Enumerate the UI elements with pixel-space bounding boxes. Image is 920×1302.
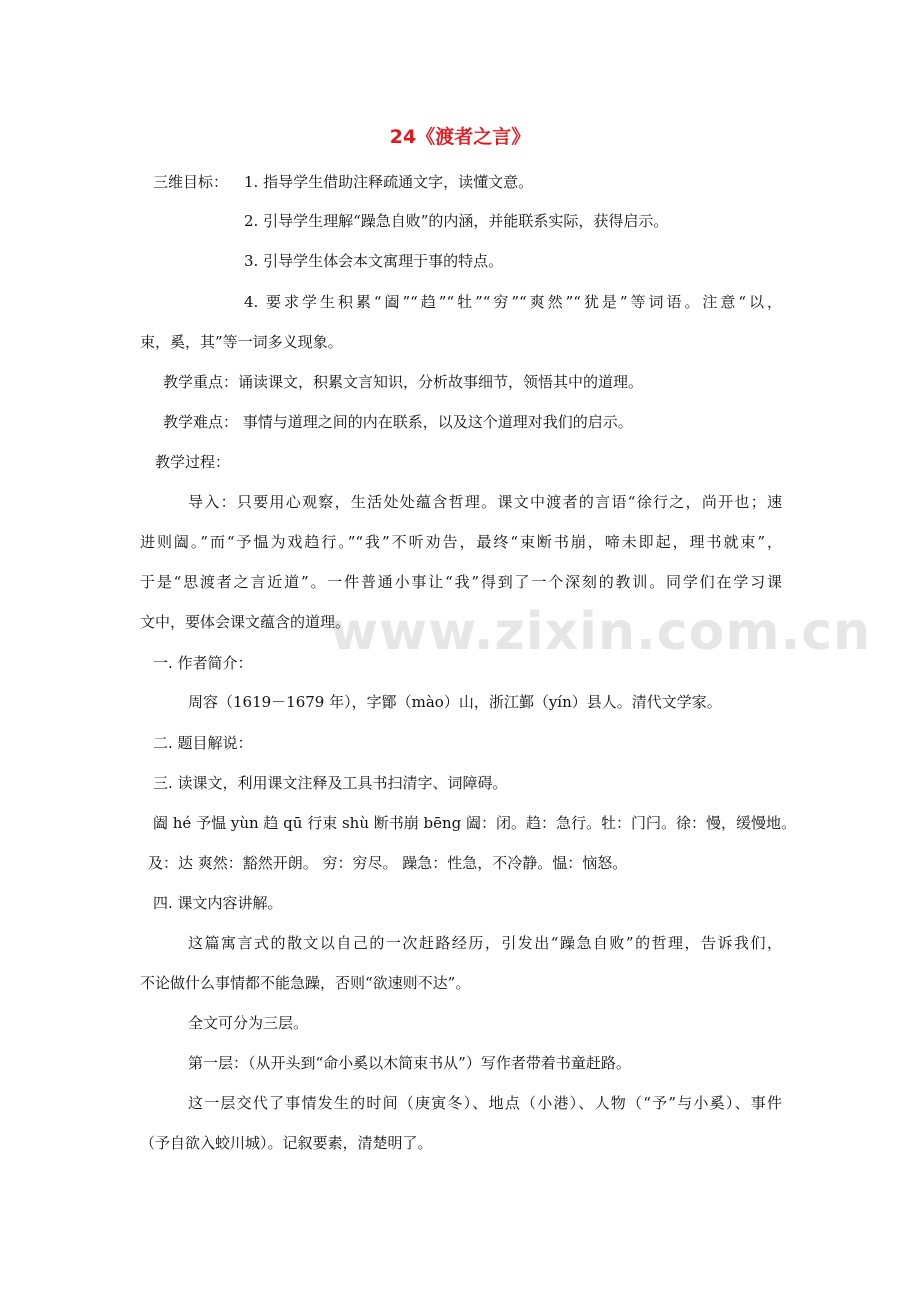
intro-line-3: 于是“思渡者之言近道”。一件普通小事让“我”得到了一个深刻的教训。同学们在学习课 <box>140 573 782 591</box>
goal-3: 3. 引导学生体会本文寓理于事的特点。 <box>244 252 504 270</box>
goal-4-line-2: 束，奚，其”等一词多义现象。 <box>140 333 343 351</box>
layer-1-desc-line-1: 这一层交代了事情发生的时间（庚寅冬）、地点（小港）、人物（“予”与小奚）、事件 <box>188 1094 782 1112</box>
section-1-heading: 一. 作者简介： <box>153 654 253 672</box>
goal-4-line-1: 4. 要求学生积累“阖”“趋”“牡”“穷”“爽然”“犹是”等词语。注意“以， <box>244 293 782 311</box>
goals-label: 三维目标： <box>153 173 229 191</box>
goal-2: 2. 引导学生理解“躁急自败”的内涵，并能联系实际，获得启示。 <box>244 212 669 230</box>
intro-line-1: 导入：只要用心观察，生活处处蕴含哲理。课文中渡者的言语“徐行之，尚开也；速 <box>188 493 782 511</box>
vocab-line-1: 阖 hé 予愠 yùn 趋 qū 行束 shù 断书崩 bēng 阖：闭。趋：急行。牡：门闩。徐：慢，缓慢地。 <box>153 814 797 832</box>
vocab-line-2: 及：达 爽然：豁然开朗。 穷：穷尽。 躁急：性急，不冷静。愠：恼怒。 <box>148 854 628 872</box>
difficulty: 教学难点： 事情与道理之间的内在联系，以及这个道理对我们的启示。 <box>163 413 633 431</box>
layer-1-desc-line-2: （予自欲入蛟川城）。记叙要素，清楚明了。 <box>140 1134 433 1152</box>
watermark: www.zixin.com.cn <box>330 602 872 662</box>
layer-1-heading: 第一层：（从开头到“命小奚以木简束书从”）写作者带着书童赶路。 <box>188 1054 631 1072</box>
section-3-heading: 三. 读课文，利用课文注释及工具书扫清字、词障碍。 <box>153 774 508 792</box>
explain-line-2: 不论做什么事情都不能急躁，否则“欲速则不达”。 <box>140 974 471 992</box>
section-4-heading: 四. 课文内容讲解。 <box>153 894 283 912</box>
key-point: 教学重点：诵读课文，积累文言知识，分析故事细节，领悟其中的道理。 <box>163 373 644 391</box>
explain-line-1: 这篇寓言式的散文以自己的一次赶路经历，引发出“躁急自败”的哲理，告诉我们， <box>188 934 782 952</box>
author-intro: 周容（1619－1679 年），字鄮（mào）山，浙江鄞（yín）县人。清代文学家。 <box>188 693 722 711</box>
page-title: 24《渡者之言》 <box>389 126 531 148</box>
intro-line-2: 进则阖。”而“予愠为戏趋行。”“我”不听劝告，最终“束断书崩，啼未即起，理书就束”， <box>140 533 782 551</box>
intro-line-4: 文中，要体会课文蕴含的道理。 <box>140 613 351 631</box>
section-2-heading: 二. 题目解说： <box>153 734 253 752</box>
goal-1: 1. 指导学生借助注释疏通文字，读懂文意。 <box>244 173 534 191</box>
layers-intro: 全文可分为三层。 <box>188 1014 309 1032</box>
process-label: 教学过程： <box>155 453 231 471</box>
